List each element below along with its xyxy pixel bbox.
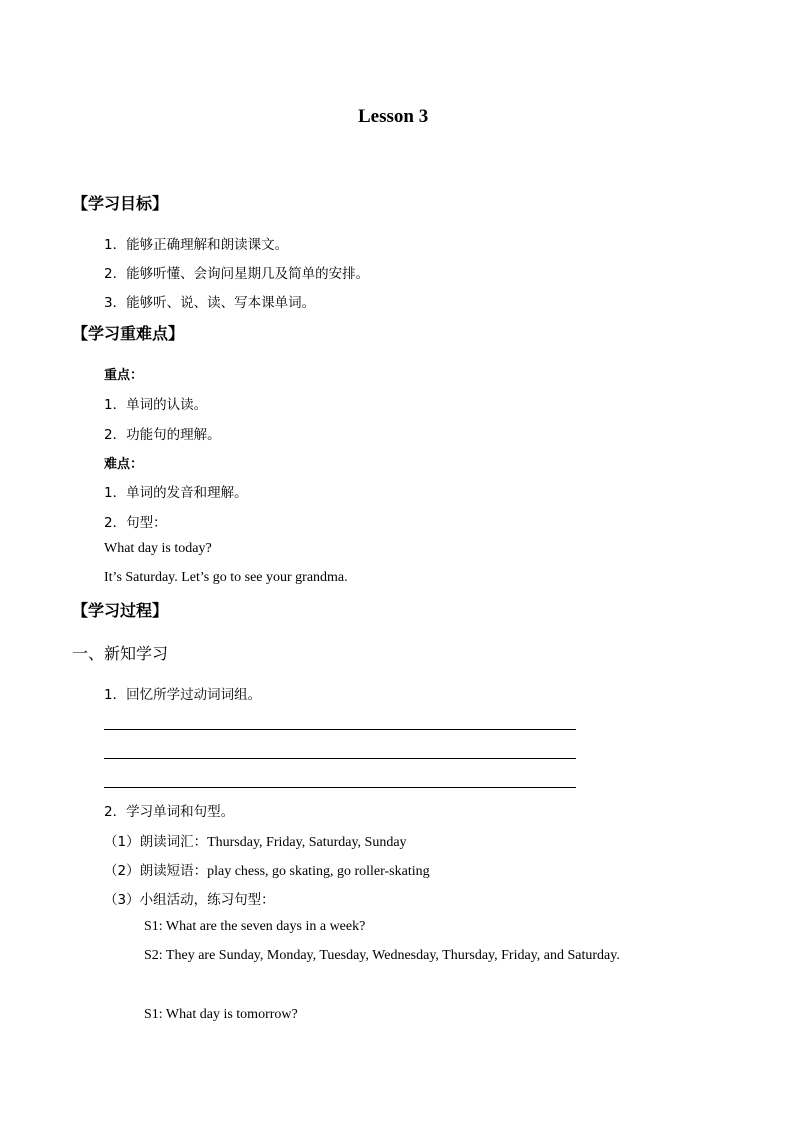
key-label: 重点： [104, 368, 144, 383]
step-item: 2．学习单词和句型。 [104, 804, 235, 820]
sentence-example: It’s Saturday. Let’s go to see your grandma. [104, 570, 348, 585]
phrase-line [104, 859, 430, 880]
answer-line [104, 729, 576, 730]
answer-line [104, 758, 576, 759]
group-activity-label: （3）小组活动，练习句型： [104, 892, 275, 908]
key-item: 2．功能句的理解。 [104, 427, 221, 443]
step-item: 1．回忆所学过动词词组。 [104, 687, 262, 703]
answer-line [104, 787, 576, 788]
key-item: 1．单词的认读。 [104, 397, 208, 413]
difficult-item: 2．句型： [104, 515, 167, 531]
page-title: Lesson 3 [358, 106, 429, 127]
dialog-line: S2: They are Sunday, Monday, Tuesday, Wednesday, Thursday, Friday, and Saturday. [144, 948, 620, 963]
goal-item: 1．能够正确理解和朗读课文。 [104, 237, 289, 253]
dialog-line: S1: What day is tomorrow? [144, 1007, 298, 1022]
difficult-label: 难点： [104, 457, 144, 472]
goal-item: 3．能够听、说、读、写本课单词。 [104, 295, 316, 311]
phrase-text: play chess, go skating, go roller-skating [207, 864, 430, 879]
dialog-line: S1: What are the seven days in a week? [144, 919, 366, 934]
vocab-line [104, 830, 407, 851]
goal-item: 2．能够听懂、会询问星期几及简单的安排。 [104, 266, 370, 282]
vocab-label: （1）朗读词汇： [104, 834, 208, 850]
subsection-title: 一、新知学习 [72, 644, 169, 663]
section-heading-process: 【学习过程】 [72, 601, 169, 620]
vocab-text: Thursday, Friday, Saturday, Sunday [207, 835, 407, 850]
section-heading-goals: 【学习目标】 [72, 194, 169, 213]
section-heading-keypoints: 【学习重难点】 [72, 324, 185, 343]
sentence-example: What day is today? [104, 541, 212, 556]
difficult-item: 1．单词的发音和理解。 [104, 485, 248, 501]
phrase-label: （2）朗读短语： [104, 863, 208, 879]
